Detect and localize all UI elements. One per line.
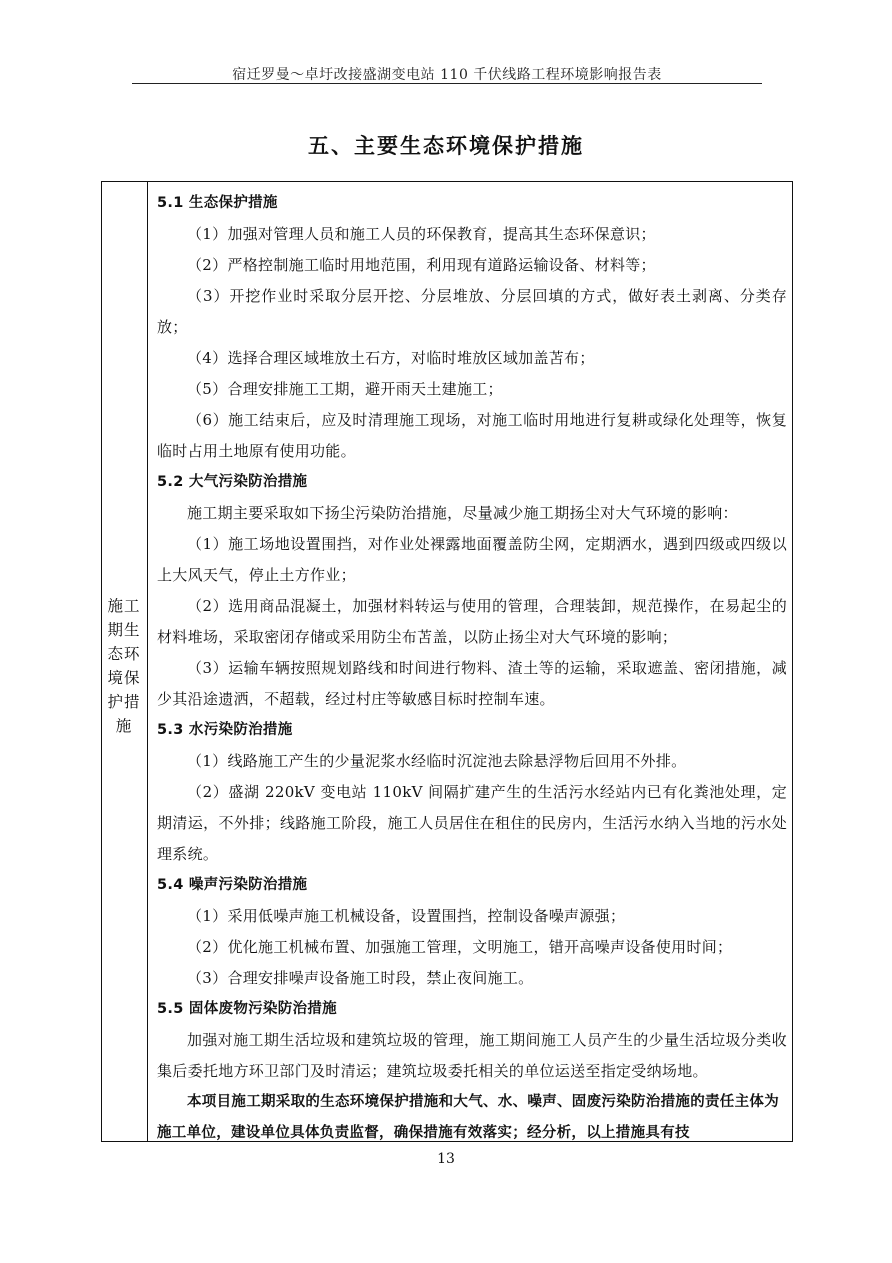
section-heading: 5.5 固体废物污染防治措施 [157,1001,337,1017]
page-title: 五、主要生态环境保护措施 [308,134,584,158]
paragraph: （2）盛湖 220kV 变电站 110kV 间隔扩建产生的生活污水经站内已有化粪池处理，定期清运，不外排；线路施工阶段，施工人员居住在租住的民房内，生活污水纳入当地的污水处理系统。 [157,783,787,863]
paragraph: 加强对施工期生活垃圾和建筑垃圾的管理，施工期间施工人员产生的少量生活垃圾分类收集后委托地方环卫部门及时清运；建筑垃圾委托相关的单位运送至指定受纳场地。 [157,1031,787,1080]
paragraph: （2）选用商品混凝土，加强材料转运与使用的管理，合理装卸，规范操作，在易起尘的材料堆场，采取密闭存储或采用防尘布苫盖，以防止扬尘对大气环境的影响； [157,597,787,646]
measures-table [101,181,793,1142]
page-number: 13 [437,1151,455,1167]
content-cell [157,188,787,1149]
conclusion-paragraph: 本项目施工期采取的生态环境保护措施和大气、水、噪声、固废污染防治措施的责任主体为施工单位，建设单位具体负责监督，确保措施有效落实；经分析，以上措施具有技 [157,1094,779,1141]
paragraph: （2）优化施工机械布置、加强施工管理，文明施工，错开高噪声设备使用时间； [187,938,733,956]
paragraph: （1）加强对管理人员和施工人员的环保教育，提高其生态环保意识； [187,225,656,243]
paragraph: （1）施工场地设置围挡，对作业处裸露地面覆盖防尘网，定期洒水，遇到四级或四级以上大风天气，停止土方作业； [157,535,787,584]
section-heading: 5.2 大气污染防治措施 [157,474,308,490]
paragraph: （5）合理安排施工工期，避开雨天土建施工； [187,380,503,398]
paragraph: （6）施工结束后，应及时清理施工现场，对施工临时用地进行复耕或绿化处理等，恢复临时占用土地原有使用功能。 [157,411,787,460]
paragraph: （3）合理安排噪声设备施工时段，禁止夜间施工。 [187,969,534,987]
page-header: 宿迁罗曼～卓圩改接盛湖变电站 110 千伏线路工程环境影响报告表 [232,67,662,83]
section-heading: 5.3 水污染防治措施 [157,722,293,738]
paragraph: （2）严格控制施工临时用地范围，利用现有道路运输设备、材料等； [187,256,656,274]
paragraph: （1）线路施工产生的少量泥浆水经临时沉淀池去除悬浮物后回用不外排。 [187,752,687,770]
paragraph: （3）运输车辆按照规划路线和时间进行物料、渣土等的运输，采取遮盖、密闭措施，减少其沿途遗洒，不超载，经过村庄等敏感目标时控制车速。 [157,659,787,708]
side-label: 施工期生态环境保护措施 [107,597,141,735]
paragraph: （4）选择合理区域堆放土石方，对临时堆放区域加盖苫布； [187,349,595,367]
paragraph: （3）开挖作业时采取分层开挖、分层堆放、分层回填的方式，做好表土剥离、分类存放； [157,287,787,336]
paragraph: 施工期主要采取如下扬尘污染防治措施，尽量减少施工期扬尘对大气环境的影响： [187,504,738,522]
section-heading: 5.4 噪声污染防治措施 [157,877,308,893]
paragraph: （1）采用低噪声施工机械设备，设置围挡，控制设备噪声源强； [187,907,626,925]
header-rule [132,83,762,84]
section-heading: 5.1 生态保护措施 [157,195,278,211]
side-label-column [102,182,148,1141]
